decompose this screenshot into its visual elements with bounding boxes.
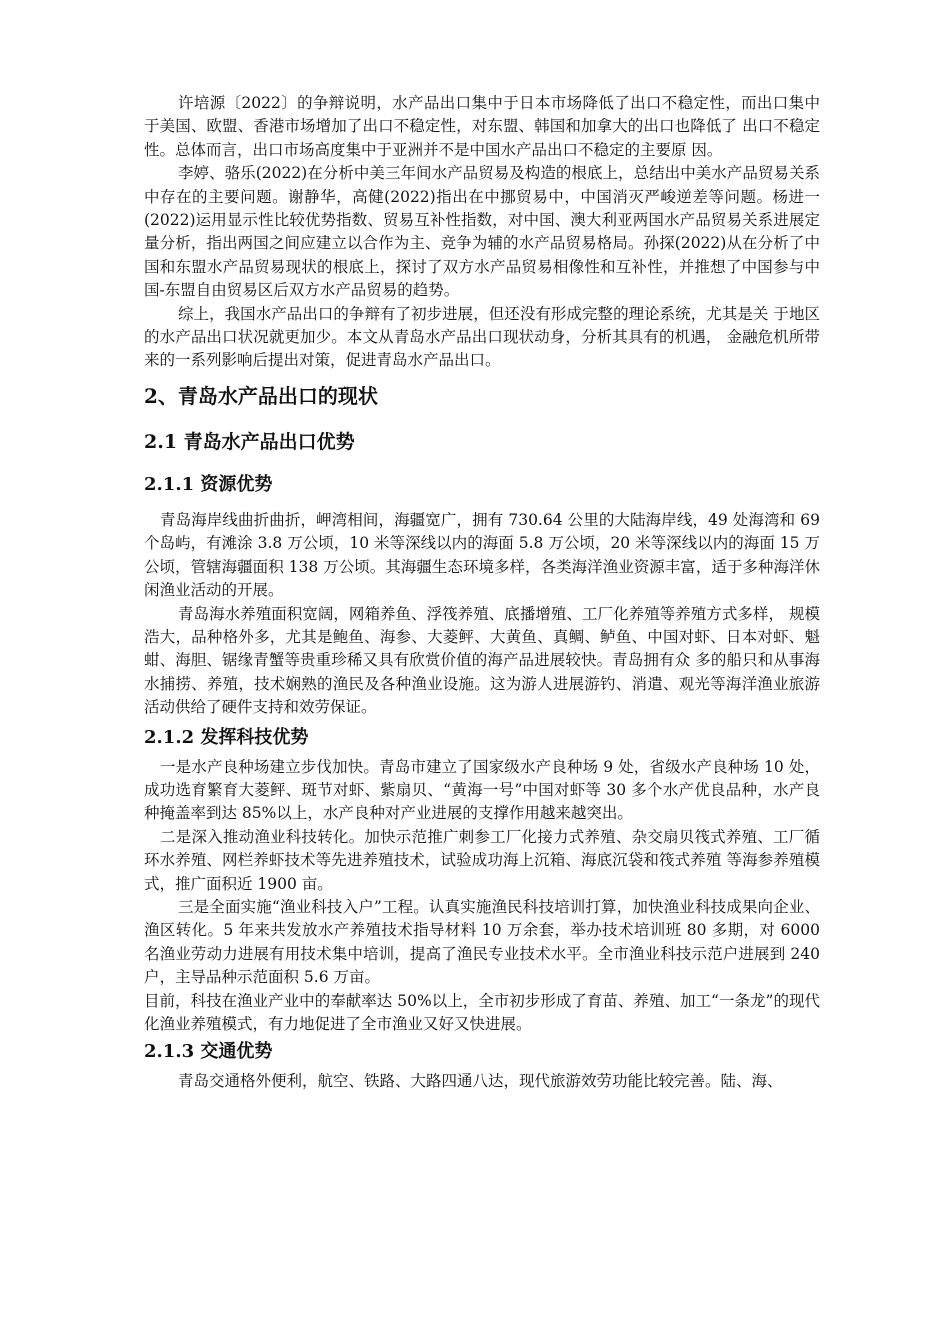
intro-paragraph-3: 综上，我国水产品出口的争辩有了初步进展，但还没有形成完整的理论系统，尤其是关 于地区的水产品出口状况就更加少。本文从青岛水产品出口现状动身，分析其具有的机遇， 金融危机所带来的一系列影响后提出对策，促进青岛水产品出口。: [144, 304, 820, 370]
section-heading-2-1-2: 2.1.2 发挥科技优势: [144, 726, 309, 748]
resource-paragraph-2: 青岛海水养殖面积宽阔，网箱养鱼、浮筏养殖、底播增殖、工厂化养殖等养殖方式多样， 规模浩大，品种格外多，尤其是鲍鱼、海参、大菱鲆、大黄鱼、真鲷、鲈鱼、中国对虾、日本对虾、魁蚶、海胆、锯缘青蟹等贵重珍稀又具有欣赏价值的海产品进展较快。青岛拥有众 多的船只和从事海水捕捞、养殖，技术娴熟的渔民及各种渔业设施。这为游人进展游钓、消遣、观光等海洋渔业旅游活动供给了硬件支持和效劳保证。: [144, 604, 820, 717]
intro-paragraph-2: 李婷、骆乐(2022)在分析中美三年间水产品贸易及构造的根底上，总结出中美水产品贸易关系中存在的主要问题。谢静华，高健(2022)指出在中挪贸易中，中国消灭严峻逆差等问题。杨进一(2022)运用显示性比较优势指数、贸易互补性指数，对中国、澳大利亚两国水产品贸易关系进展定量分析，指出两国之间应建立以合作为主、竞争为辅的水产品贸易格局。孙探(2022)从在分析了中国和东盟水产品贸易现状的根底上，探讨了双方水产品贸易相像性和互补性，并推想了中国参与中国-东盟自由贸易区后双方水产品贸易的趋势。: [144, 164, 820, 300]
document-page: [144, 92, 820, 1094]
section-heading-2-1-1: 2.1.1 资源优势: [144, 473, 273, 495]
section-heading-2-1: 2.1 青岛水产品出口优势: [144, 430, 355, 453]
intro-paragraph-1: 许培源〔2022〕的争辩说明，水产品出口集中于日本市场降低了出口不稳定性，而出口集中于美国、欧盟、香港市场增加了出口不稳定性，对东盟、韩国和加拿大的出口也降低了 出口不稳定性。总体而言，出口市场高度集中于亚洲并不是中国水产品出口不稳定的主要原 因。: [144, 94, 820, 159]
section-heading-2-1-3: 2.1.3 交通优势: [144, 1041, 273, 1063]
tech-paragraph-3: 三是全面实施“渔业科技入户”工程。认真实施渔民科技培训打算，加快渔业科技成果向企业、渔区转化。5 年来共发放水产养殖技术指导材料 10 万余套，举办技术培训班 80 多期，对 6000 名渔业劳动力进展有用技术集中培训，提高了渔民专业技术水平。全市渔业科技示范户进展到 240 户，主导品种示范面积 5.6 万亩。: [144, 897, 820, 987]
traffic-paragraph-1: 青岛交通格外便利，航空、铁路、大路四通八达，现代旅游效劳功能比较完善。陆、海、: [178, 1072, 783, 1091]
tech-paragraph-1: 一是水产良种场建立步伐加快。青岛市建立了国家级水产良种场 9 处，省级水产良种场 10 处，成功选育繁育大菱鲆、斑节对虾、紫扇贝、“黄海一号”中国对虾等 30 多个水产优良品种，水产良种掩盖率到达 85%以上，水产良种对产业进展的支撑作用越来越突出。: [144, 757, 820, 823]
resource-paragraph-1: 青岛海岸线曲折曲折，岬湾相间，海疆宽广，拥有 730.64 公里的大陆海岸线，49 处海湾和 69 个岛屿，有滩涂 3.8 万公顷，10 米等深线以内的海面 5.8 万公顷，20 米等深线以内的海面 15 万公顷，管辖海疆面积 138 万公顷。其海疆生态环境多样，各类海洋渔业资源丰富，适于多种海洋休闲渔业活动的开展。: [144, 510, 820, 600]
tech-paragraph-4: 目前，科技在渔业产业中的奉献率达 50%以上，全市初步形成了育苗、养殖、加工“一条龙”的现代化渔业养殖模式，有力地促进了全市渔业又好又快进展。: [144, 991, 820, 1033]
section-heading-2: 2、青岛水产品出口的现状: [144, 383, 378, 408]
tech-paragraph-2: 二是深入推动渔业科技转化。加快示范推广刺参工厂化接力式养殖、杂交扇贝筏式养殖、工厂循环水养殖、网栏养虾技术等先进养殖技术，试验成功海上沉箱、海底沉袋和筏式养殖 等海参养殖模式，推广面积近 1900 亩。: [144, 827, 820, 893]
